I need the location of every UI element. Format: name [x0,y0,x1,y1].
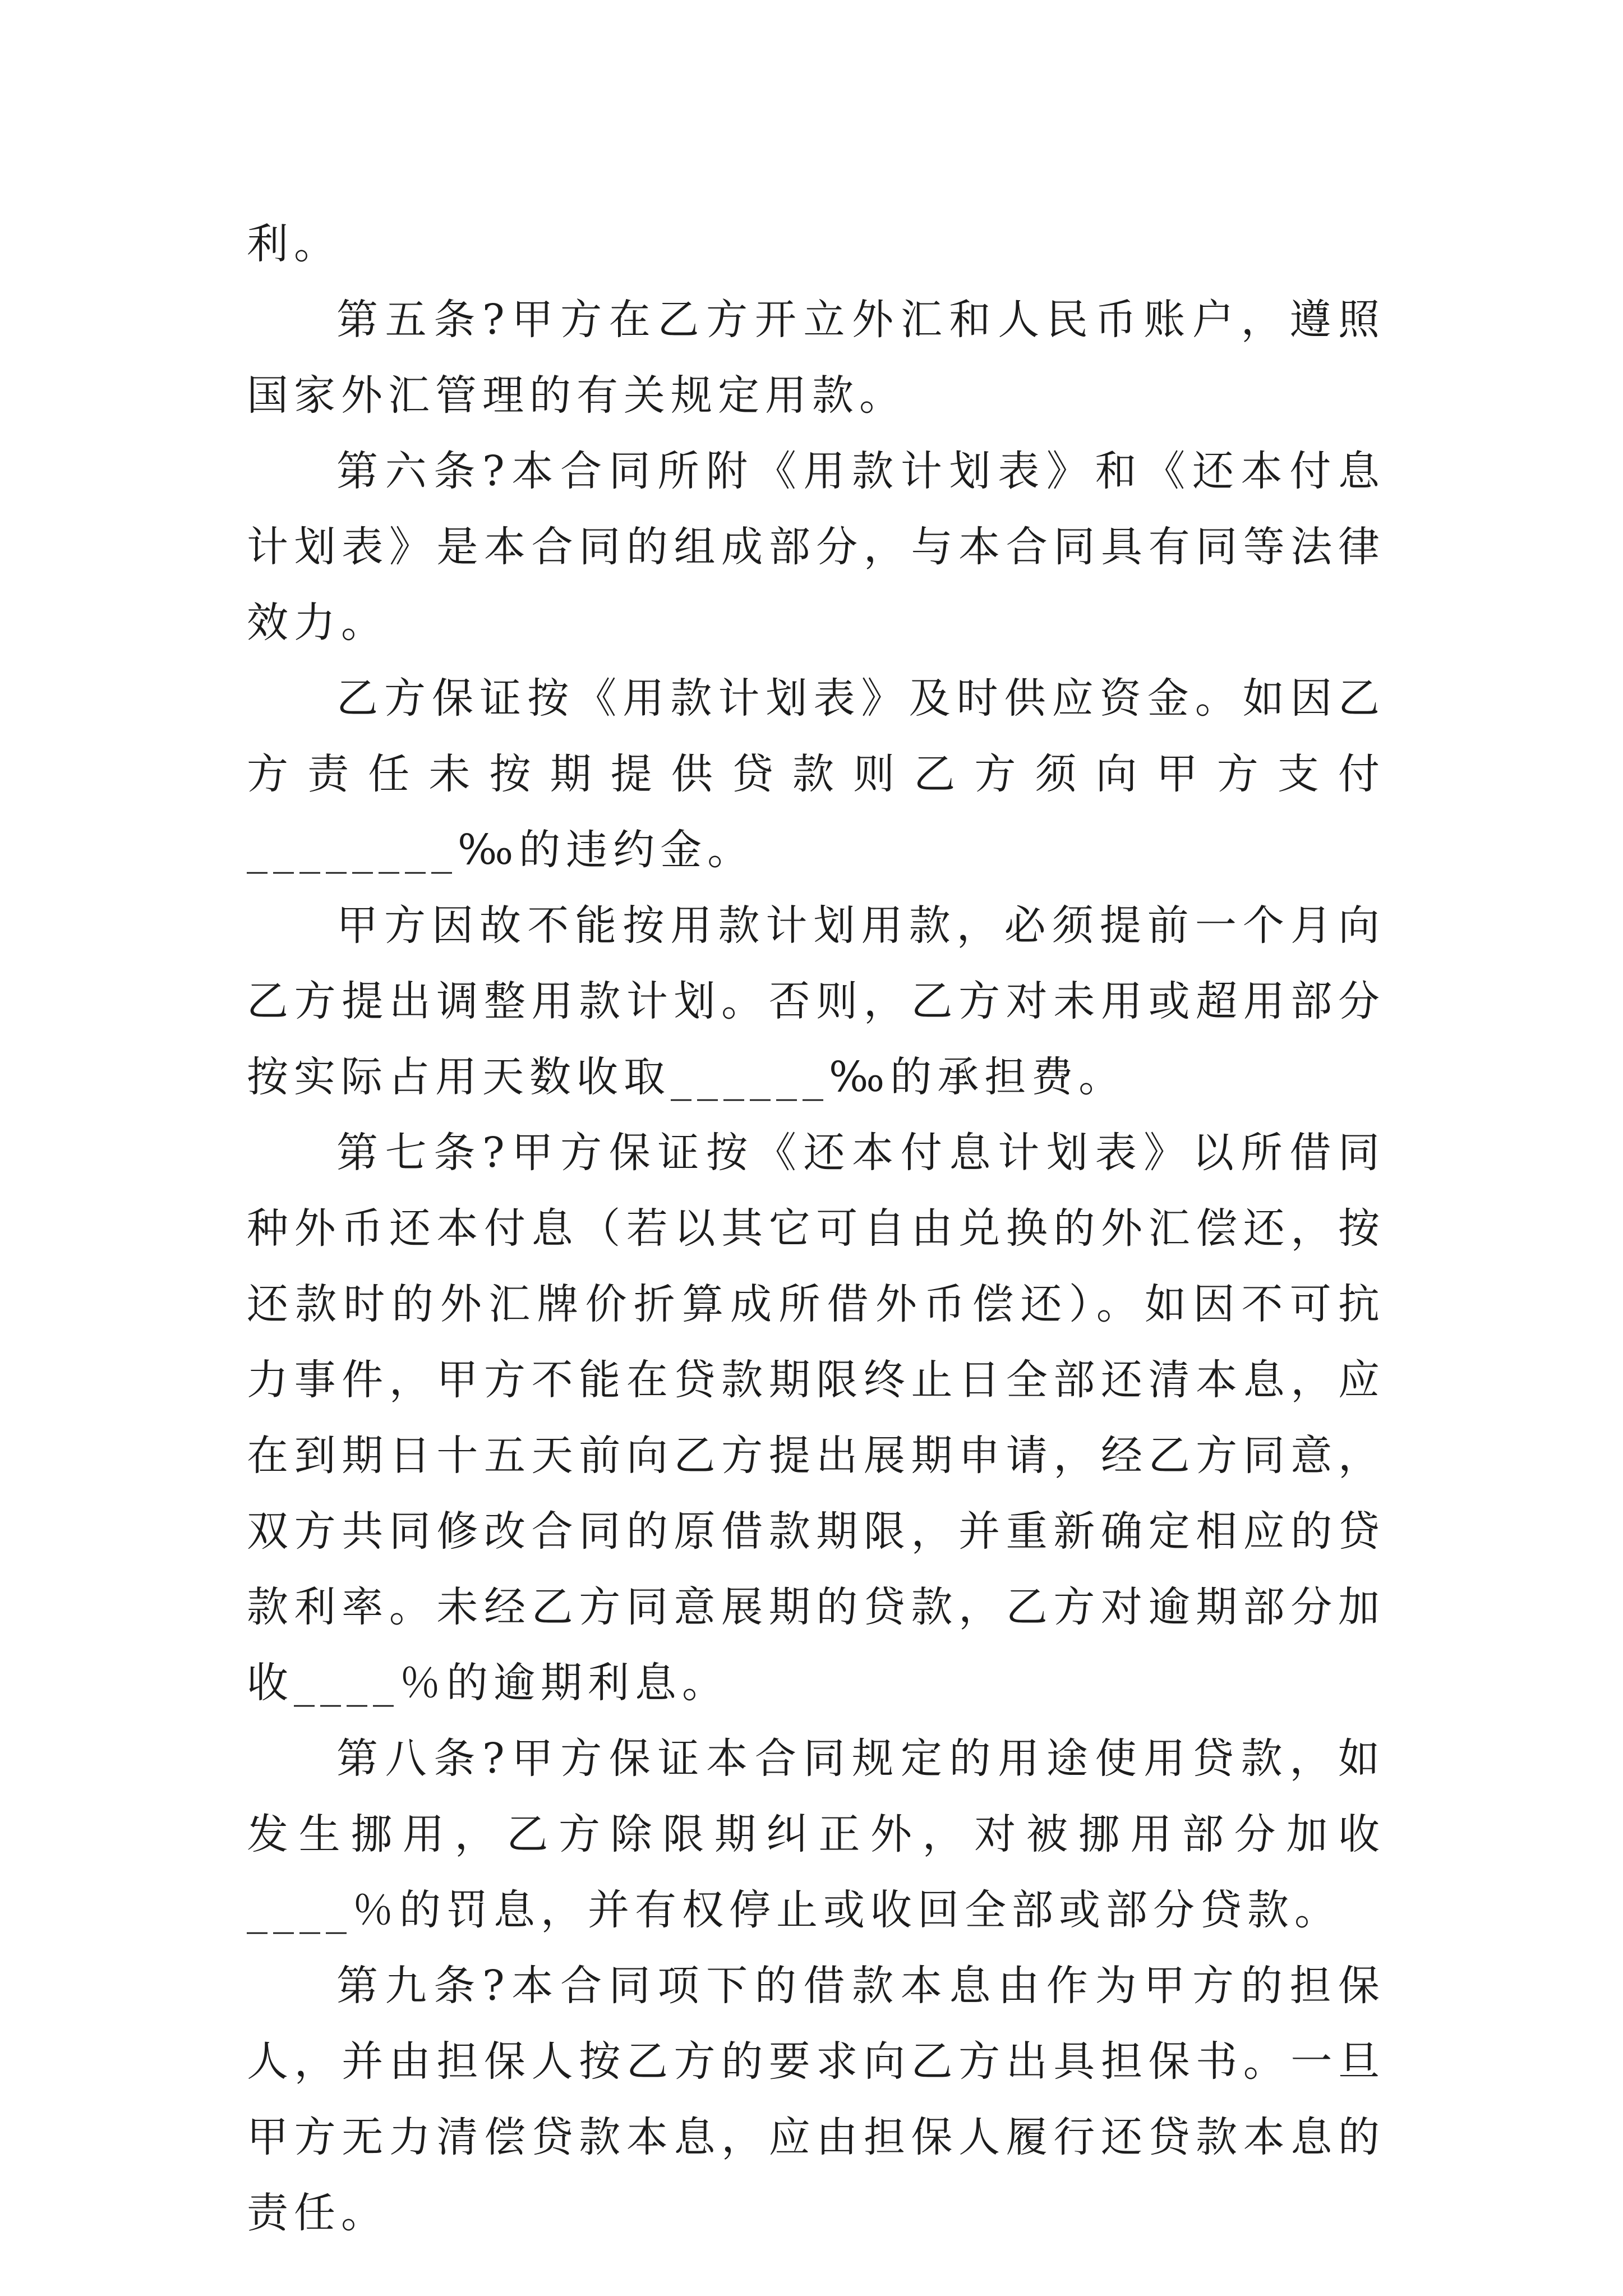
paragraph-article-7: 第七条?甲方保证按《还本付息计划表》以所借同种外币还本付息（若以其它可自由兑换的外汇偿还，按还款时的外汇牌价折算成所借外币偿还）。如因不可抗力事件，甲方不能在贷款期限终止日全部还清本息，应在到期日十五天前向乙方提出展期申请，经乙方同意，双方共同修改合同的原借款期限，并重新确定相应的贷款利率。未经乙方同意展期的贷款，乙方对逾期部分加收____％的逾期利息。 [247,1129,1385,1707]
paragraph-funding-guarantee: 乙方保证按《用款计划表》及时供应资金。如因乙方责任未按期提供贷款则乙方须向甲方支付________‰的违约金。 [247,674,1385,874]
paragraph-article-5: 第五条?甲方在乙方开立外汇和人民币账户，遵照国家外汇管理的有关规定用款。 [247,296,1385,420]
document-body [247,206,1385,2251]
paragraph-plan-adjustment: 甲方因故不能按用款计划用款，必须提前一个月向乙方提出调整用款计划。否则，乙方对未用或超用部分按实际占用天数收取______‰的承担费。 [247,901,1385,1101]
paragraph-article-8: 第八条?甲方保证本合同规定的用途使用贷款，如发生挪用，乙方除限期纠正外，对被挪用部分加收____％的罚息，并有权停止或收回全部或部分贷款。 [247,1734,1385,1934]
paragraph-continuation: 利。 [247,220,341,268]
paragraph-article-9: 第九条?本合同项下的借款本息由作为甲方的担保人，并由担保人按乙方的要求向乙方出具担保书。一旦甲方无力清偿贷款本息，应由担保人履行还贷款本息的责任。 [247,1962,1385,2237]
paragraph-article-6: 第六条?本合同所附《用款计划表》和《还本付息计划表》是本合同的组成部分，与本合同具有同等法律效力。 [247,447,1385,647]
